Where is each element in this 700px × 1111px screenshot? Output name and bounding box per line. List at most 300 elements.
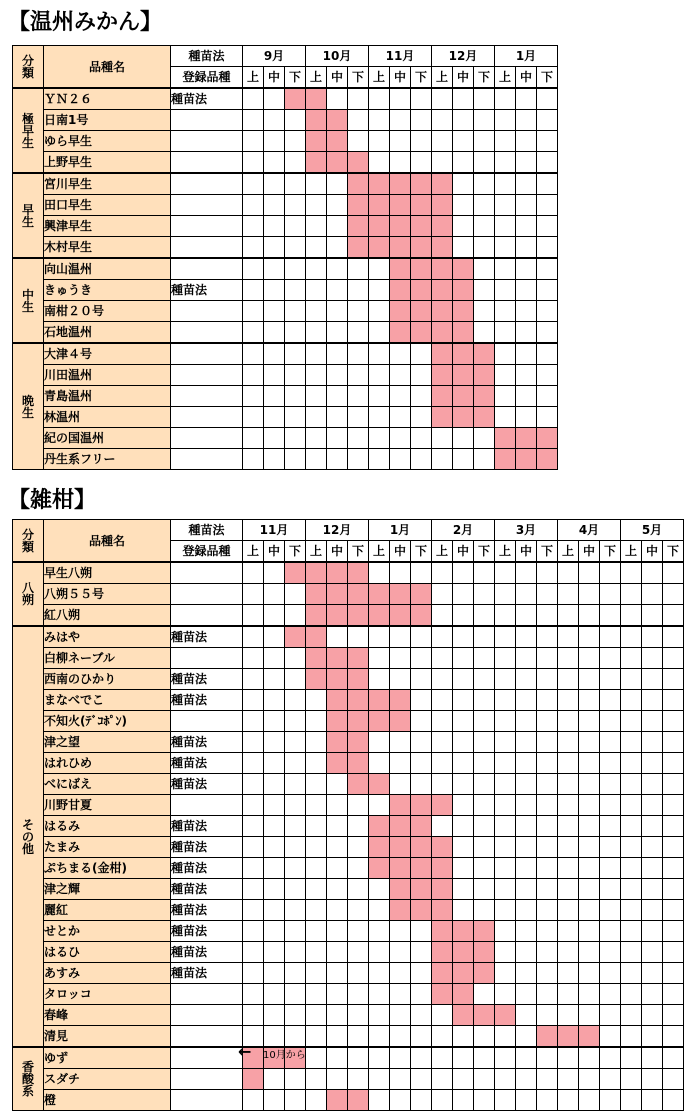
- sudachi-note: 10月から: [263, 1050, 306, 1061]
- period-cell: [474, 858, 495, 879]
- period-cell: [537, 626, 558, 648]
- period-cell: [432, 1005, 453, 1026]
- period-cell: [453, 1047, 474, 1069]
- period-cell: [663, 879, 684, 900]
- period-cell: [537, 942, 558, 963]
- period-cell: [474, 1047, 495, 1069]
- variety-row: [13, 343, 558, 365]
- period-cell: [474, 584, 495, 605]
- variety-row: [13, 449, 558, 470]
- month-header: 11月: [243, 520, 306, 541]
- variety-name: 不知火(ﾃﾞｺﾎﾟﾝ): [44, 711, 171, 732]
- variety-row: [13, 900, 684, 921]
- period-cell: [495, 173, 516, 195]
- period-cell: [621, 984, 642, 1005]
- period-cell: [474, 795, 495, 816]
- period-cell: [264, 152, 285, 174]
- variety-name: たまみ: [44, 837, 171, 858]
- period-cell: [327, 216, 348, 237]
- period-cell: [474, 322, 495, 344]
- category-label-char: 香: [21, 1060, 34, 1074]
- period-cell: [348, 1005, 369, 1026]
- period-cell: [243, 584, 264, 605]
- period-cell: [453, 152, 474, 174]
- period-cell: [453, 816, 474, 837]
- harvest-cell: [348, 195, 369, 216]
- variety-name: べにばえ: [44, 774, 171, 795]
- period-cell: [579, 816, 600, 837]
- period-cell: [264, 343, 285, 365]
- period-cell: [453, 732, 474, 753]
- period-cell: [327, 900, 348, 921]
- period-cell: [327, 816, 348, 837]
- period-cell: [390, 88, 411, 110]
- period-cell: [600, 774, 621, 795]
- period-cell: [579, 584, 600, 605]
- harvest-cell: [411, 237, 432, 259]
- period-cell: [537, 258, 558, 280]
- period-cell: [285, 1005, 306, 1026]
- period-cell: [306, 837, 327, 858]
- category-label: [13, 88, 44, 173]
- harvest-cell: [369, 237, 390, 259]
- period-cell: [369, 1026, 390, 1048]
- variety-row: [13, 1047, 684, 1069]
- period-cell: [642, 1047, 663, 1069]
- variety-row: [13, 428, 558, 449]
- harvest-cell: [348, 216, 369, 237]
- period-cell: [537, 1069, 558, 1090]
- harvest-cell: [390, 879, 411, 900]
- harvest-cell: [306, 131, 327, 152]
- period-cell: [285, 669, 306, 690]
- period-cell: [411, 942, 432, 963]
- registration-status: 種苗法: [171, 88, 243, 110]
- period-cell: [285, 584, 306, 605]
- period-cell: [537, 301, 558, 322]
- period-cell: [264, 1026, 285, 1048]
- period-cell: [642, 900, 663, 921]
- category-label-char: 中: [21, 287, 34, 302]
- period-cell: [621, 648, 642, 669]
- period-cell: [390, 648, 411, 669]
- period-cell: [264, 280, 285, 301]
- period-cell: [579, 942, 600, 963]
- variety-row: [13, 301, 558, 322]
- period-cell: [411, 690, 432, 711]
- period-cell: [537, 386, 558, 407]
- period-cell: [663, 900, 684, 921]
- period-cell: [432, 152, 453, 174]
- period-cell: [369, 1069, 390, 1090]
- category-label-char: 早: [21, 123, 34, 138]
- period-header: 下: [600, 541, 621, 563]
- period-cell: [390, 942, 411, 963]
- period-cell: [411, 386, 432, 407]
- period-cell: [663, 562, 684, 584]
- period-header: 下: [285, 67, 306, 89]
- category-header-line: 類: [21, 65, 34, 80]
- period-cell: [516, 280, 537, 301]
- variety-name: 紀の国温州: [44, 428, 171, 449]
- period-cell: [495, 1026, 516, 1048]
- variety-name: はるみ: [44, 816, 171, 837]
- harvest-cell: [411, 322, 432, 344]
- harvest-cell: [432, 195, 453, 216]
- period-cell: [642, 690, 663, 711]
- harvest-cell: [348, 669, 369, 690]
- period-cell: [285, 152, 306, 174]
- harvest-cell: [369, 173, 390, 195]
- period-cell: [327, 774, 348, 795]
- period-cell: [285, 173, 306, 195]
- variety-row: [13, 648, 684, 669]
- harvest-cell: [306, 605, 327, 627]
- period-cell: [285, 343, 306, 365]
- period-cell: [558, 858, 579, 879]
- harvest-cell: [537, 428, 558, 449]
- variety-name: 橙: [44, 1090, 171, 1111]
- period-cell: [621, 795, 642, 816]
- period-cell: [495, 690, 516, 711]
- period-cell: [285, 795, 306, 816]
- period-cell: [495, 258, 516, 280]
- variety-row: [13, 963, 684, 984]
- period-cell: [243, 963, 264, 984]
- period-cell: [663, 753, 684, 774]
- month-header: 1月: [369, 520, 432, 541]
- period-cell: [495, 110, 516, 131]
- period-cell: [306, 963, 327, 984]
- harvest-cell: [453, 280, 474, 301]
- period-cell: [474, 237, 495, 259]
- period-cell: [306, 195, 327, 216]
- month-header: 2月: [432, 520, 495, 541]
- variety-name: ゆら早生: [44, 131, 171, 152]
- period-cell: [453, 900, 474, 921]
- period-cell: [579, 858, 600, 879]
- period-cell: [516, 921, 537, 942]
- harvest-cell: [348, 774, 369, 795]
- period-cell: [453, 648, 474, 669]
- period-cell: [285, 963, 306, 984]
- category-header-line: 類: [21, 539, 34, 554]
- period-cell: [348, 1026, 369, 1048]
- period-header: 上: [369, 67, 390, 89]
- period-cell: [495, 407, 516, 428]
- period-cell: [411, 626, 432, 648]
- period-cell: [495, 900, 516, 921]
- period-cell: [663, 984, 684, 1005]
- period-cell: [264, 584, 285, 605]
- harvest-cell: [348, 648, 369, 669]
- period-cell: [495, 626, 516, 648]
- period-cell: [327, 301, 348, 322]
- period-cell: [600, 669, 621, 690]
- period-cell: [516, 711, 537, 732]
- harvest-table-unshu: [12, 45, 558, 470]
- period-cell: [369, 921, 390, 942]
- period-cell: [474, 449, 495, 470]
- period-cell: [306, 900, 327, 921]
- period-cell: [411, 1069, 432, 1090]
- period-cell: [663, 1090, 684, 1111]
- period-cell: [264, 942, 285, 963]
- harvest-cell: [516, 449, 537, 470]
- period-cell: [369, 1047, 390, 1069]
- period-cell: [474, 1026, 495, 1048]
- period-cell: [558, 732, 579, 753]
- period-cell: [264, 301, 285, 322]
- period-cell: [243, 195, 264, 216]
- period-cell: [495, 301, 516, 322]
- period-cell: [306, 942, 327, 963]
- period-cell: [369, 753, 390, 774]
- period-cell: [453, 428, 474, 449]
- period-cell: [432, 1069, 453, 1090]
- period-cell: [579, 1069, 600, 1090]
- period-cell: [495, 774, 516, 795]
- period-cell: [579, 879, 600, 900]
- harvest-cell: [390, 216, 411, 237]
- period-cell: [516, 407, 537, 428]
- variety-row: [13, 110, 558, 131]
- period-cell: [306, 449, 327, 470]
- period-cell: [264, 858, 285, 879]
- harvest-cell: [411, 900, 432, 921]
- period-cell: [621, 816, 642, 837]
- period-cell: [537, 879, 558, 900]
- harvest-cell: [411, 280, 432, 301]
- harvest-cell: [327, 711, 348, 732]
- period-cell: [642, 837, 663, 858]
- period-cell: [516, 322, 537, 344]
- period-cell: [243, 562, 264, 584]
- variety-name: 春峰: [44, 1005, 171, 1026]
- harvest-cell: [306, 648, 327, 669]
- registration-status: [171, 648, 243, 669]
- period-cell: [369, 322, 390, 344]
- harvest-cell: [411, 605, 432, 627]
- variety-row: [13, 690, 684, 711]
- period-cell: [327, 173, 348, 195]
- harvest-cell: [474, 365, 495, 386]
- period-cell: [516, 237, 537, 259]
- period-cell: [495, 152, 516, 174]
- period-cell: [264, 562, 285, 584]
- period-cell: [264, 88, 285, 110]
- variety-name: 早生八朔: [44, 562, 171, 584]
- period-cell: [369, 984, 390, 1005]
- harvest-cell: [327, 584, 348, 605]
- period-cell: [600, 816, 621, 837]
- period-cell: [264, 1005, 285, 1026]
- period-cell: [390, 152, 411, 174]
- period-header: 下: [537, 67, 558, 89]
- period-cell: [369, 131, 390, 152]
- period-header: 中: [516, 541, 537, 563]
- period-cell: [264, 732, 285, 753]
- period-cell: [285, 110, 306, 131]
- harvest-cell: [369, 816, 390, 837]
- period-cell: [243, 152, 264, 174]
- period-cell: [558, 879, 579, 900]
- period-cell: [306, 690, 327, 711]
- period-cell: [264, 428, 285, 449]
- period-cell: [516, 795, 537, 816]
- period-cell: [642, 774, 663, 795]
- harvest-cell: [495, 449, 516, 470]
- period-cell: [327, 428, 348, 449]
- period-cell: [537, 1047, 558, 1069]
- harvest-cell: [432, 921, 453, 942]
- period-cell: [474, 879, 495, 900]
- period-cell: [348, 816, 369, 837]
- period-cell: [264, 963, 285, 984]
- period-cell: [579, 690, 600, 711]
- harvest-cell: [411, 173, 432, 195]
- period-cell: [369, 301, 390, 322]
- registration-status: 種苗法: [171, 942, 243, 963]
- period-cell: [537, 195, 558, 216]
- period-cell: [663, 669, 684, 690]
- harvest-cell: [432, 343, 453, 365]
- period-cell: [264, 816, 285, 837]
- period-cell: [516, 753, 537, 774]
- registration-header: 種苗法: [171, 520, 243, 541]
- period-header: 上: [243, 541, 264, 563]
- period-cell: [621, 921, 642, 942]
- period-cell: [285, 1090, 306, 1111]
- period-cell: [285, 816, 306, 837]
- period-cell: [411, 963, 432, 984]
- period-cell: [327, 1069, 348, 1090]
- period-cell: [243, 984, 264, 1005]
- period-cell: [285, 131, 306, 152]
- period-cell: [432, 88, 453, 110]
- period-header: 上: [558, 541, 579, 563]
- period-cell: [369, 1090, 390, 1111]
- variety-row: [13, 407, 558, 428]
- period-cell: [369, 795, 390, 816]
- variety-row: [13, 774, 684, 795]
- period-cell: [516, 195, 537, 216]
- variety-name: 大津４号: [44, 343, 171, 365]
- registration-status: [171, 322, 243, 344]
- period-cell: [243, 648, 264, 669]
- period-cell: [621, 605, 642, 627]
- period-cell: [621, 753, 642, 774]
- registration-status: 種苗法: [171, 879, 243, 900]
- period-cell: [411, 131, 432, 152]
- period-cell: [411, 774, 432, 795]
- variety-row: [13, 837, 684, 858]
- period-cell: [642, 942, 663, 963]
- category-label-char: 生: [21, 135, 34, 150]
- period-cell: [390, 110, 411, 131]
- variety-row: [13, 1090, 684, 1111]
- period-cell: [474, 837, 495, 858]
- variety-row: [13, 753, 684, 774]
- period-cell: [663, 795, 684, 816]
- period-header: 上: [432, 541, 453, 563]
- period-cell: [453, 669, 474, 690]
- period-cell: [327, 626, 348, 648]
- period-cell: [369, 669, 390, 690]
- period-cell: [327, 942, 348, 963]
- period-cell: [579, 921, 600, 942]
- category-label-char: 早: [21, 202, 34, 217]
- month-header: 11月: [369, 46, 432, 67]
- period-cell: [264, 216, 285, 237]
- period-cell: [327, 195, 348, 216]
- period-cell: [411, 648, 432, 669]
- variety-name: 川田温州: [44, 365, 171, 386]
- period-cell: [453, 837, 474, 858]
- period-cell: [642, 648, 663, 669]
- period-cell: [495, 648, 516, 669]
- month-header: 1月: [495, 46, 558, 67]
- period-cell: [453, 795, 474, 816]
- period-cell: [537, 280, 558, 301]
- period-cell: [369, 942, 390, 963]
- harvest-cell: [390, 301, 411, 322]
- period-cell: [495, 837, 516, 858]
- harvest-cell: [453, 942, 474, 963]
- period-cell: [264, 626, 285, 648]
- variety-name: ゆず: [44, 1047, 171, 1069]
- harvest-cell: [369, 858, 390, 879]
- period-cell: [390, 365, 411, 386]
- variety-name: 向山温州: [44, 258, 171, 280]
- registration-status: [171, 428, 243, 449]
- registration-status: 種苗法: [171, 774, 243, 795]
- period-cell: [516, 605, 537, 627]
- period-header: 中: [516, 67, 537, 89]
- period-cell: [348, 963, 369, 984]
- period-cell: [600, 562, 621, 584]
- period-cell: [558, 753, 579, 774]
- period-cell: [537, 900, 558, 921]
- period-cell: [432, 562, 453, 584]
- harvest-cell: [411, 584, 432, 605]
- period-cell: [432, 605, 453, 627]
- period-header: 中: [453, 541, 474, 563]
- harvest-cell: [348, 605, 369, 627]
- harvest-cell: [432, 837, 453, 858]
- period-cell: [537, 131, 558, 152]
- period-header: 上: [495, 541, 516, 563]
- period-cell: [495, 795, 516, 816]
- period-cell: [453, 110, 474, 131]
- period-cell: [411, 921, 432, 942]
- period-cell: [243, 386, 264, 407]
- period-cell: [243, 407, 264, 428]
- period-cell: [663, 584, 684, 605]
- period-cell: [600, 626, 621, 648]
- variety-name: 紅八朔: [44, 605, 171, 627]
- period-header: 中: [390, 67, 411, 89]
- period-cell: [369, 428, 390, 449]
- harvest-cell: [348, 562, 369, 584]
- period-cell: [264, 195, 285, 216]
- period-header: 中: [642, 541, 663, 563]
- registration-status: [171, 562, 243, 584]
- harvest-cell: [411, 858, 432, 879]
- variety-name: きゅうき: [44, 280, 171, 301]
- period-cell: [453, 879, 474, 900]
- period-cell: [285, 648, 306, 669]
